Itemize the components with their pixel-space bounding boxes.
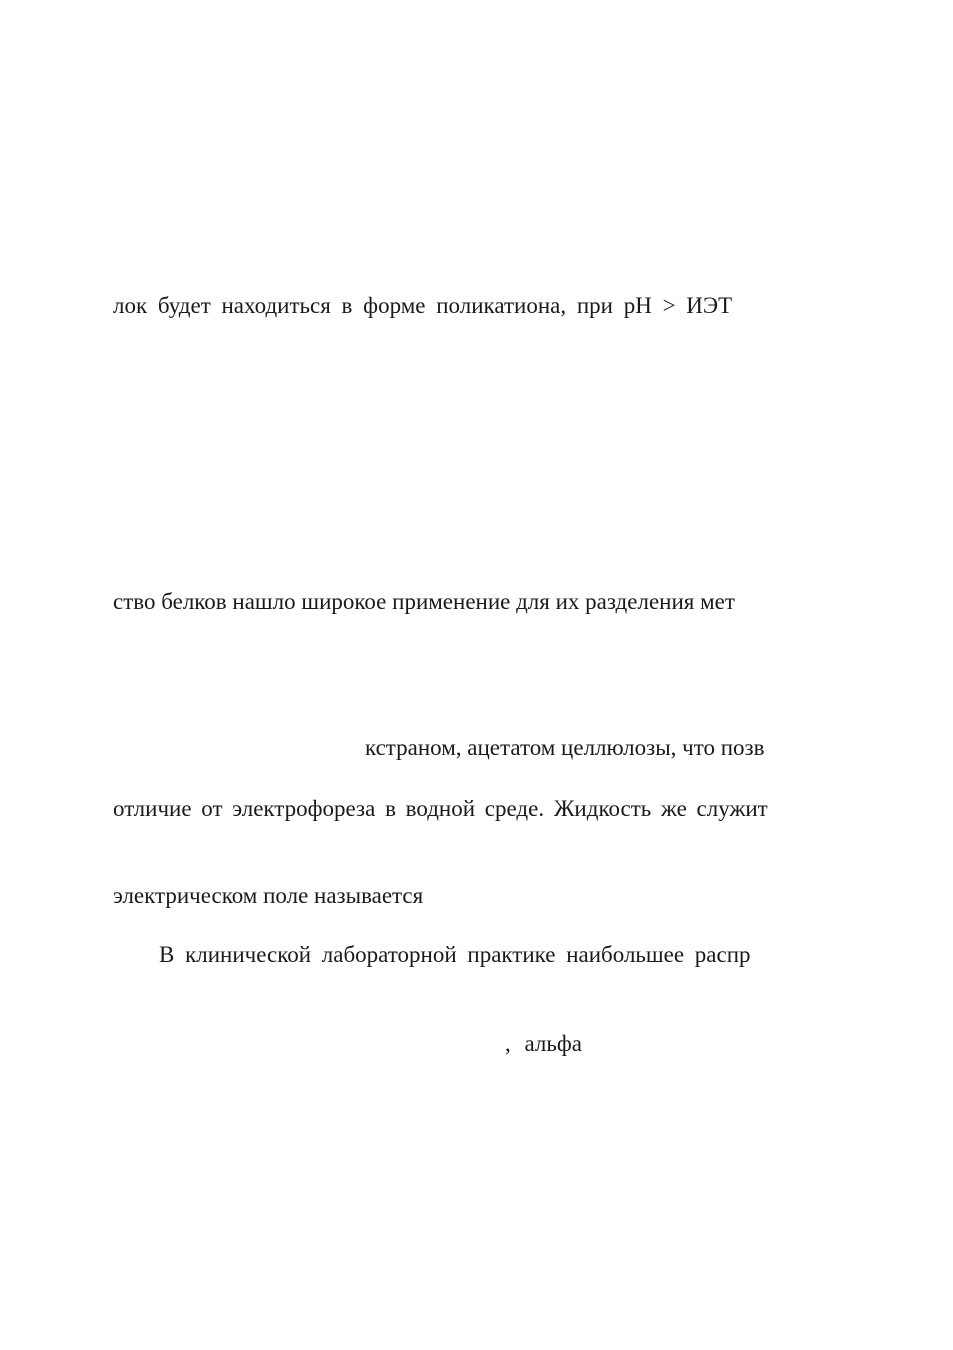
text-line-electric-field: электрическом поле называется — [113, 883, 424, 908]
text-line-polycation: лок будет находиться в форме поликатиона, при рН > ИЭТ — [113, 293, 733, 318]
text-line-clinical-practice: В клинической лабораторной практике наибольшее распр — [159, 942, 751, 967]
text-line-protein-separation: ство белков нашло широкое применение для их разделения мет — [113, 589, 735, 614]
text-line-cellulose-acetate: кстраном, ацетатом целлюлозы, что позв — [365, 735, 765, 760]
text-line-aqueous-electrophoresis: отличие от электрофореза в водной среде. Жидкость же служит — [113, 796, 768, 821]
text-line-alpha: , альфа — [505, 1031, 582, 1056]
